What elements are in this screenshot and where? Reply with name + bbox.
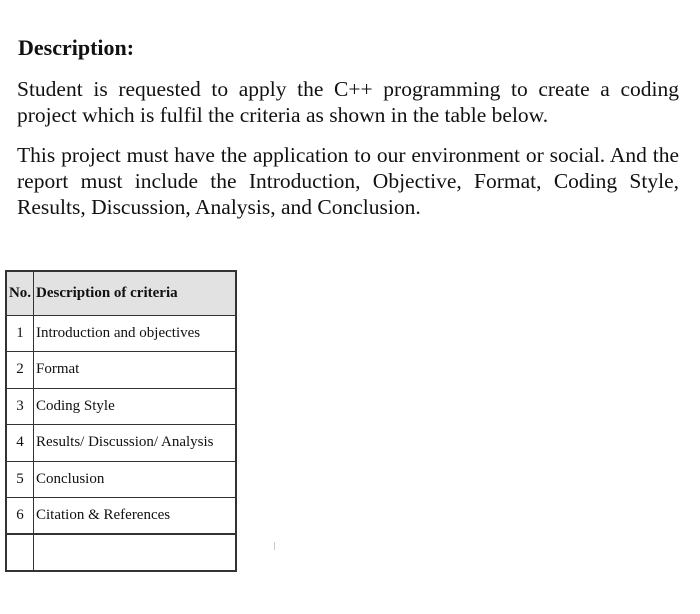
row-criteria: Citation & References	[34, 498, 237, 535]
row-number: 5	[6, 461, 34, 498]
row-number: 3	[6, 388, 34, 425]
table-row	[6, 461, 236, 498]
table-empty-row	[6, 534, 236, 571]
row-criteria: Coding Style	[34, 388, 237, 425]
criteria-table-container	[5, 270, 237, 565]
criteria-table	[5, 270, 237, 572]
row-number: 1	[6, 315, 34, 352]
row-number: 4	[6, 425, 34, 462]
table-row	[6, 315, 236, 352]
description-paragraph-2: This project must have the application to our environment or social. And the report must include the Introduction, Objective, Format, Coding Style, Results, Discussion, Analysis, and Conclusion.	[17, 143, 679, 219]
row-criteria: Results/ Discussion/ Analysis	[34, 425, 237, 462]
row-criteria: Conclusion	[34, 461, 237, 498]
table-header-row	[6, 271, 236, 315]
scan-artifact	[274, 542, 275, 550]
row-number: 6	[6, 498, 34, 535]
header-no: No.	[6, 271, 34, 315]
table-row	[6, 498, 236, 535]
description-heading: Description:	[18, 35, 135, 60]
table-row	[6, 352, 236, 389]
row-criteria: Introduction and objectives	[34, 315, 237, 352]
empty-cell	[6, 534, 34, 571]
table-row	[6, 388, 236, 425]
table-row	[6, 425, 236, 462]
header-criteria: Description of criteria	[34, 271, 237, 315]
empty-cell	[34, 534, 237, 571]
row-criteria: Format	[34, 352, 237, 389]
description-paragraph-1: Student is requested to apply the C++ programming to create a coding project which is fulfil the criteria as shown in the table below.	[17, 77, 679, 127]
row-number: 2	[6, 352, 34, 389]
